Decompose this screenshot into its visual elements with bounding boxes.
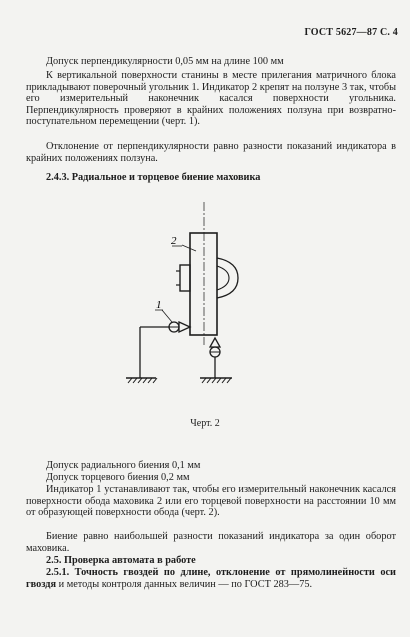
tolerance-axial: Допуск торцевого биения 0,2 мм (46, 472, 190, 483)
shaft-hub (180, 265, 190, 291)
tolerance-perpendicularity: Допуск перпендикулярности 0,05 мм на длине 100 мм (46, 56, 284, 67)
label-2: 2 (171, 235, 177, 247)
flywheel-rim (190, 233, 217, 335)
bearing-right (217, 258, 238, 298)
paragraph-indicator-install: Индикатор 1 устанавливают так, чтобы его измерительный наконечник касался поверхности обода маховика 2 или его торцевой поверхности на расстоянии 10 мм от образующей поверхности обода (черт. 2). (26, 484, 396, 519)
paragraph-2-5-1-tail: и методы контроля данных величин — по ГОСТ 283—75. (56, 578, 313, 590)
paragraph-indicator-setup: К вертикальной поверхности станины в месте прилегания матричного блока прикладывают поверочный угольник 1. Индикатор 2 крепят на ползуне 3 так, чтобы его измерительный наконечник касался поверхности угольника. Перпендикулярность проверяют в крайних положениях ползуна при возвратно-поступательном перемещении (черт. 1). (26, 70, 396, 128)
paragraph-runout: Биение равно наибольшей разности показаний индикатора за один оборот маховика. (26, 531, 396, 554)
ground-right (200, 378, 232, 383)
section-heading-2-4-3: 2.4.3. Радиальное и торцевое биение маховика (46, 172, 261, 183)
leader-2 (182, 245, 196, 251)
paragraph-2-5-1-bold: 2.5.1. Точность гвоздей по длине, отклонение от прямолинейности оси гвоздя (26, 567, 396, 590)
tolerance-radial: Допуск радиального биения 0,1 мм (46, 460, 201, 471)
leader-1 (162, 310, 172, 322)
ground-left (126, 378, 157, 383)
page-header: ГОСТ 5627—87 С. 4 (304, 27, 398, 38)
label-1: 1 (156, 299, 162, 311)
section-heading-2-5: 2.5. Проверка автомата в работе (46, 555, 196, 566)
figure-caption: Черт. 2 (190, 418, 220, 429)
paragraph-deviation: Отклонение от перпендикулярности равно разности показаний индикатора в крайних положениях ползуна. (26, 141, 396, 164)
paragraph-2-5-1 (26, 567, 396, 590)
